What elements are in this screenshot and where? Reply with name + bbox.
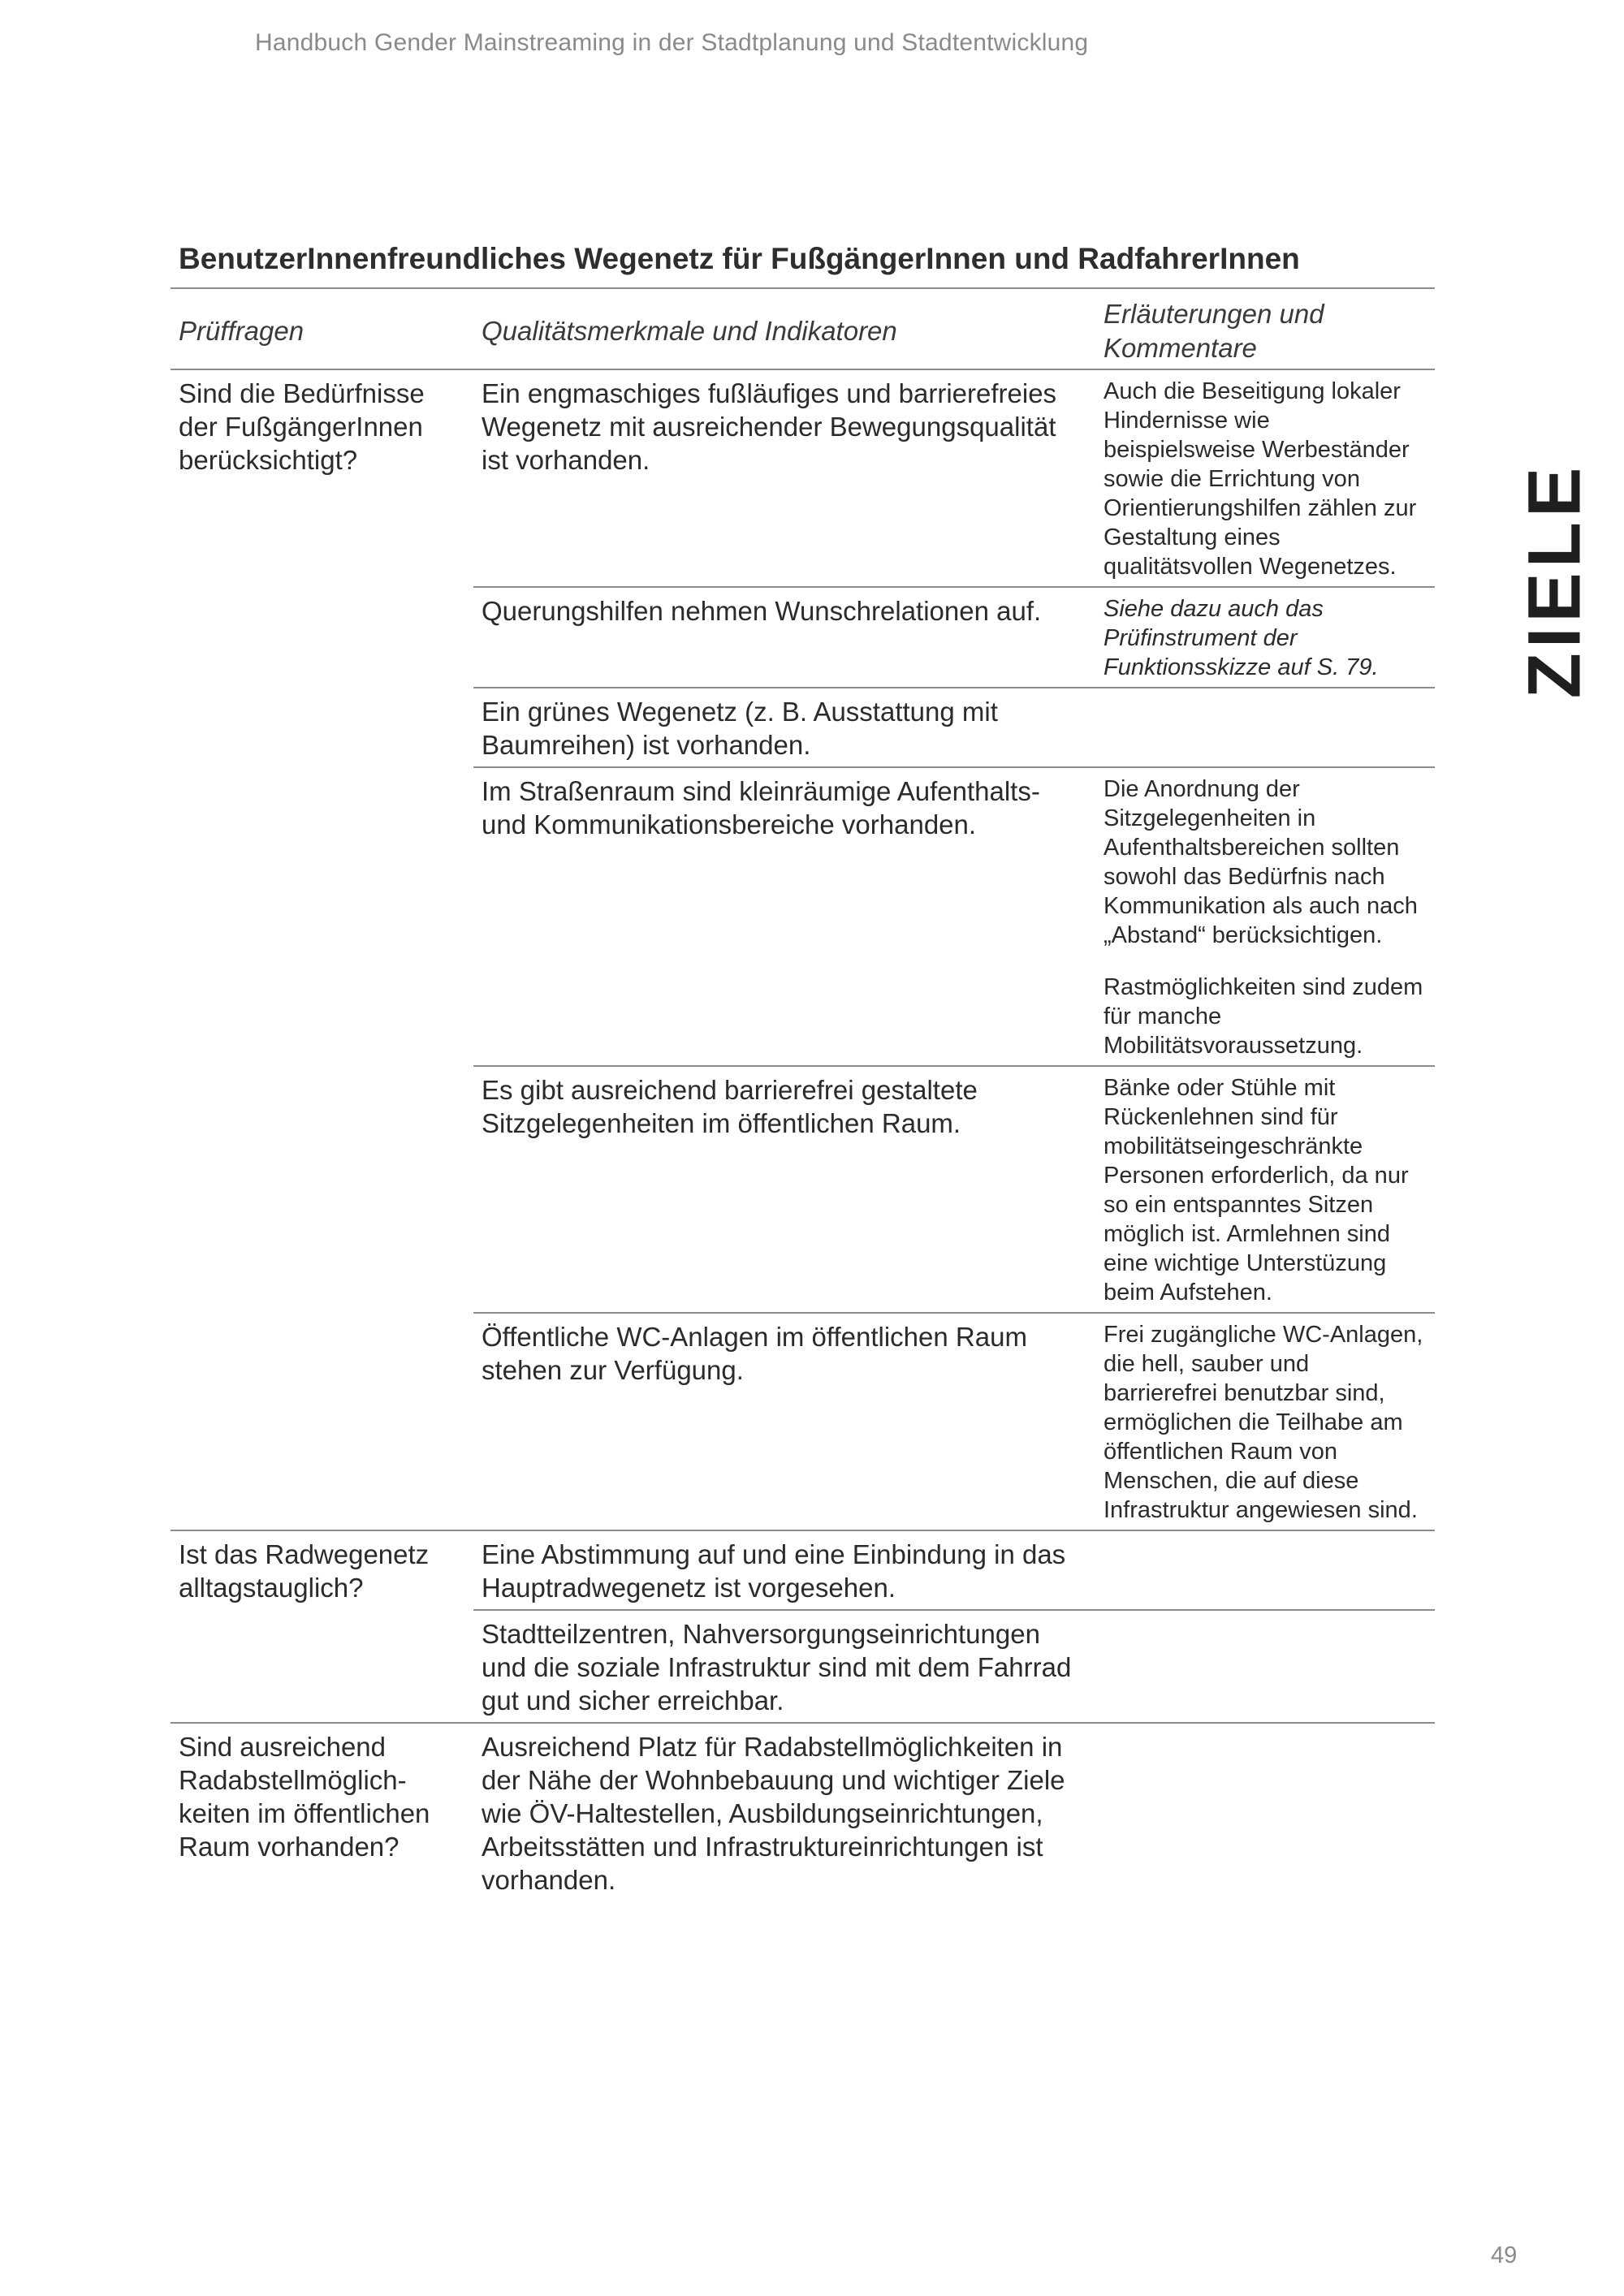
column-header-qualitaetsmerkmale: Qualitätsmerkmale und Indikatoren: [473, 288, 1095, 369]
criterion-cell: Ausreichend Platz für Radabstellmöglichkeiten in der Nähe der Wohnbebauung und wichtiger Ziele wie ÖV-Haltestellen, Ausbildungseinrichtungen, Arbeitsstätten und Infrastruktureinrichtungen ist vorhanden.: [482, 1732, 1065, 1895]
criterion-cell: Es gibt ausreichend barrierefrei gestaltete Sitzgelegenheiten im öffentlichen Raum.: [473, 1066, 1095, 1313]
note-paragraph: Die Anordnung der Sitzgelegenheiten in Aufenthaltsbereichen sollten sowohl das Bedürfnis nach Kommunikation als auch nach „Abstand“ berücksichtigen.: [1104, 776, 1418, 948]
note-cell: [1095, 1723, 1435, 1901]
checklist-table: [171, 287, 1435, 1901]
section-tab-ziele: ZIELE: [1513, 462, 1596, 699]
note-cell: [1095, 1610, 1435, 1723]
table-row: [171, 1723, 1435, 1901]
note-cell: Auch die Beseitigung lokaler Hindernisse wie beispielsweise Werbeständer sowie die Errichtung von Orientierungshilfen zählen zur Gestaltung eines qualitätsvollen Wegenetzes.: [1095, 369, 1435, 587]
note-cell: Frei zugängliche WC-Anlagen, die hell, sauber und barrierefrei benutzbar sind, ermöglichen die Teilhabe am öffentlichen Raum von Menschen, die auf diese Infrastruktur angewiesen sind.: [1095, 1313, 1435, 1530]
criterion-cell: Ein grünes Wegenetz (z. B. Ausstattung mit Baumreihen) ist vorhanden.: [473, 688, 1095, 767]
table-row: [171, 369, 1435, 587]
criterion-cell: Ein engmaschiges fußläufiges und barrierefreies Wegenetz mit ausreichender Bewegungsqualität ist vorhanden.: [473, 369, 1095, 587]
note-paragraph: Rastmöglichkeiten sind zudem für manche Mobilitätsvoraussetzung.: [1104, 974, 1423, 1059]
table-title: BenutzerInnenfreundliches Wegenetz für FußgängerInnen und RadfahrerInnen: [179, 242, 1300, 275]
criterion-cell: Stadtteilzentren, Nahversorgungseinrichtungen und die soziale Infrastruktur sind mit dem Fahrrad gut und sicher erreichbar.: [473, 1610, 1095, 1723]
column-header-erlaeuterungen: Erläuterungen und Kommentare: [1095, 288, 1435, 369]
note-cell: [1095, 688, 1435, 767]
note-cell: Siehe dazu auch das Prüfinstrument der Funktionsskizze auf S. 79.: [1095, 587, 1435, 688]
note-cell: Bänke oder Stühle mit Rückenlehnen sind für mobilitätseingeschränkte Personen erforderlich, da nur so ein entspanntes Sitzen möglich ist. Armlehnen sind eine wichtige Unterstüzung beim Aufstehen.: [1095, 1066, 1435, 1313]
criterion-cell: Öffentliche WC-Anlagen im öffentlichen Raum stehen zur Verfügung.: [473, 1313, 1095, 1530]
question-cell: Ist das Radwegenetz alltagstauglich?: [171, 1530, 473, 1723]
table-row: [171, 1530, 1435, 1610]
note-cell: [1095, 1530, 1435, 1610]
criterion-cell: Im Straßenraum sind kleinräumige Aufenthalts- und Kommunikationsbereiche vorhanden.: [473, 767, 1095, 1066]
question-cell: Sind ausreichend Radabstellmöglich-keiten im öffentlichen Raum vorhanden?: [179, 1732, 430, 1862]
criterion-cell: Querungshilfen nehmen Wunschrelationen auf.: [473, 587, 1095, 688]
page-number: 49: [1491, 2242, 1518, 2268]
table-header-row: [171, 288, 1435, 369]
column-header-prueffragen: Prüffragen: [171, 288, 473, 369]
question-cell: Sind die Bedürfnisse der FußgängerInnen berücksichtigt?: [171, 369, 473, 1530]
note-cell: [1095, 767, 1435, 1066]
running-header: Handbuch Gender Mainstreaming in der Stadtplanung und Stadtentwicklung: [255, 29, 1089, 56]
criterion-cell: Eine Abstimmung auf und eine Einbindung in das Hauptradwegenetz ist vorgesehen.: [473, 1530, 1095, 1610]
